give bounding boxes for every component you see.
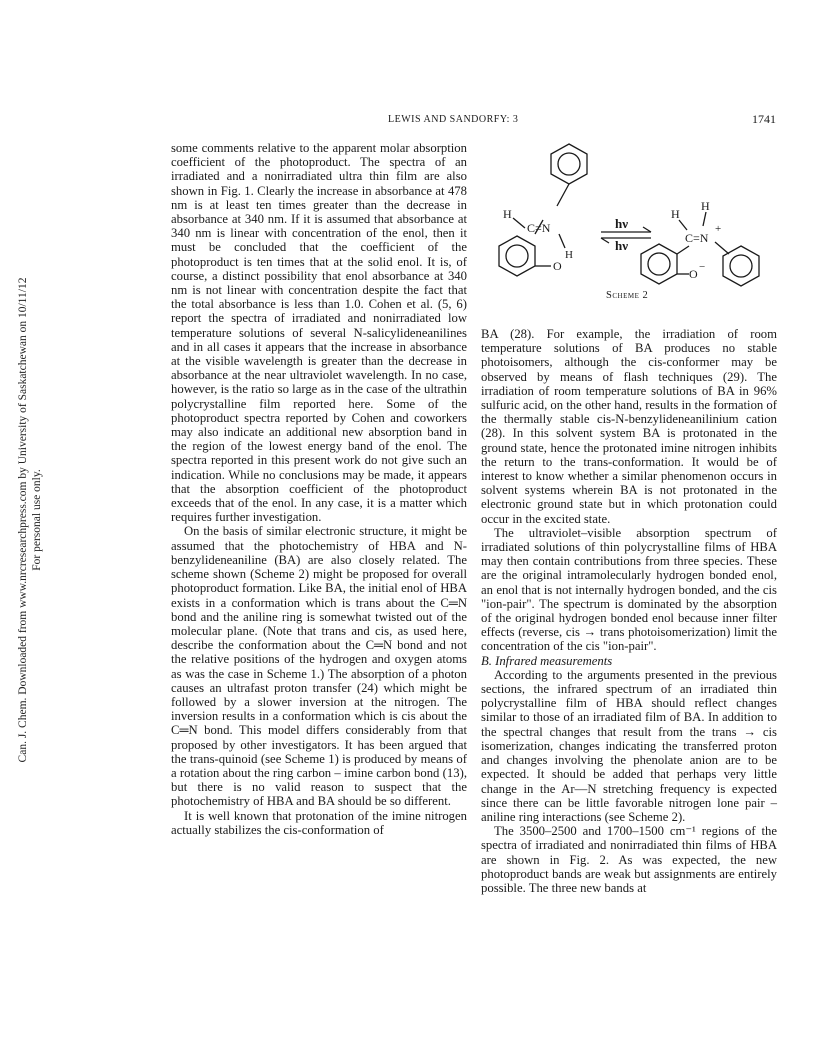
reverse-arrow-head bbox=[601, 238, 609, 243]
scheme-2-drawing bbox=[493, 138, 773, 288]
watermark-line-1: Can. J. Chem. Downloaded from www.nrcresearchpress.com by University of Saskatchewan on 10/11/12 bbox=[17, 277, 29, 763]
forward-arrow-head bbox=[643, 227, 651, 232]
left-paragraph-1: some comments relative to the apparent molar absorption coefficient of the photoproduct. The spectra of an irradiated and a nonirradiated ultra thin film are also shown in Fig. 1. Clearly the increase in absorbance at 478 nm is at least ten times greater than the decrease in absorbance at 340 nm. If it is assumed that absorbance at 340 nm is linear with concentration of the enol, then it must be concluded that the coefficient of the photoproduct is ten times that at the solid enol. It is, of course, a distinct possibility that enol absorbance at 340 nm is not linear with concentration despite the fact that the total absorbance is less than 1.0. Cohen et al. (5, 6) report the spectra of irradiated and nonirradiated low temperature solutions of several N-salicylideneanilines and in all cases it appears that the increase in absorbance at the visible wavelength is greater than the decrease in absorbance at the near ultraviolet wavelength. In no case, however, is the ratio so large as in the case of the ultrathin polycrystalline film reported here. Some of the photoproduct spectra reported by Cohen and coworkers may also indicate an additional new absorption band in the region of the lowest energy band of the enol. The spectra reported in this present work do not give such an indication. While no conclusions may be made, it appears that the absorption coefficient of the photoproduct exceeds that of the enol. In any case, it is a matter which requires further investigation. bbox=[171, 141, 467, 525]
right-cn-label: C=N bbox=[685, 231, 709, 245]
right-plus-label: + bbox=[715, 223, 722, 235]
page-number: 1741 bbox=[752, 112, 776, 126]
left-top-phenyl-ring bbox=[551, 144, 587, 184]
scheme-2-figure bbox=[493, 138, 773, 288]
arrow-top-label: hν bbox=[615, 216, 629, 231]
left-h2-label: H bbox=[565, 249, 573, 261]
right-phenolate-ring bbox=[641, 244, 677, 284]
right-paragraph-4: The 3500–2500 and 1700–1500 cm⁻¹ regions of the spectra of irradiated and nonirradiated thin films of HBA are shown in Fig. 2. As was expected, the new photoproduct bands are weak but assignments are entirely possible. The three new bands at bbox=[481, 824, 777, 895]
left-cn-label: C=N bbox=[527, 221, 551, 235]
running-title: LEWIS AND SANDORFY: 3 bbox=[388, 114, 519, 125]
left-column bbox=[171, 141, 467, 837]
right-paragraph-3: According to the arguments presented in the previous sections, the infrared spectrum of an irradiated thin polycrystalline film of HBA should reflect changes similar to those of an irradiated film of BA. In addition to the spectral changes that result from the trans → cis isomerization, changes indicating the transferred proton and changes involving the phenolate anion are to be expected. It should be added that perhaps very little change in the Ar—N stretching frequency is expected since there can be little favorable nitrogen lone pair – aniline ring interactions (see Scheme 2). bbox=[481, 667, 777, 824]
right-o-label: O bbox=[689, 267, 698, 281]
left-paragraph-2: On the basis of similar electronic structure, it might be assumed that the photochemistry of HBA and N-benzylideneaniline (BA) are also closely related. The scheme shown (Scheme 2) might be proposed for overall photoproduct formation. Like BA, the initial enol of HBA exists in a conformation which is trans about the C═N bond and the aniline ring is somewhat twisted out of the molecular plane. (Note that trans and cis, as used here, describe the conformation about the C═N bond and not the relative positions of the hydrogen and oxygen atoms as was the case in Scheme 1.) The absorption of a photon causes an ultrafast proton transfer (24) which might be followed by a slower inversion at the nitrogen. The inversion results in a conformation which is cis about the C═N bond. This model differs considerably from that proposed by other investigators. It has been argued that the trans-quinoid (see Scheme 1) is produced by means of a rotation about the ring carbon – imine carbon bond (13), but there is no valid reason to suspect that the photochemistry of HBA and BA should be so different. bbox=[171, 524, 467, 809]
download-watermark bbox=[0, 0, 60, 1053]
left-o-label: O bbox=[553, 259, 562, 273]
section-subhead: B. Infrared measurements bbox=[481, 653, 613, 668]
watermark-line-2: For personal use only. bbox=[31, 469, 43, 571]
right-minus-label: − bbox=[699, 261, 706, 273]
watermark-text bbox=[16, 278, 44, 763]
arrow-bottom-label: hν bbox=[615, 238, 629, 253]
right-paragraph-1: BA (28). For example, the irradiation of room temperature solutions of BA produces no stable photoisomers, although the cis-conformer may be observed by means of flash techniques (29). The irradiation of room temperature solutions of BA in 96% sulfuric acid, on the other hand, results in the formation of the thermally stable cis-N-benzylideneanilinium cation (28). In this solvent system BA is protonated in the ground state, hence the protonated imine nitrogen inhibits the return to the trans-conformation. It would be of interest to know whether a similar phenomenon occurs in solvent systems wherein BA is not protonated in the electronic ground state but in which protonation could occur in the excited state. bbox=[481, 327, 777, 526]
scheme-caption: Scheme 2 bbox=[606, 290, 649, 301]
right-aniline-ring bbox=[723, 246, 759, 286]
right-paragraph-2: The ultraviolet–visible absorption spectrum of irradiated solutions of thin polycrystalline films of HBA may then contain contributions from three species. These are the original intramolecularly hydrogen bonded enol, an enol that is not internally hydrogen bonded, and the cis "ion-pair". The spectrum is dominated by the absorption of the original hydrogen bonded enol because inner filter effects (reverse, cis → trans photoisomerization) limit the concentration of the cis "ion-pair". bbox=[481, 525, 777, 654]
left-paragraph-3: It is well known that protonation of the imine nitrogen actually stabilizes the cis-conformation of bbox=[171, 808, 467, 837]
left-bottom-phenol-ring bbox=[499, 236, 535, 276]
left-h1-label: H bbox=[503, 207, 512, 221]
right-column bbox=[481, 327, 777, 895]
right-h1-label: H bbox=[671, 207, 680, 221]
right-h2-label: H bbox=[701, 199, 710, 213]
